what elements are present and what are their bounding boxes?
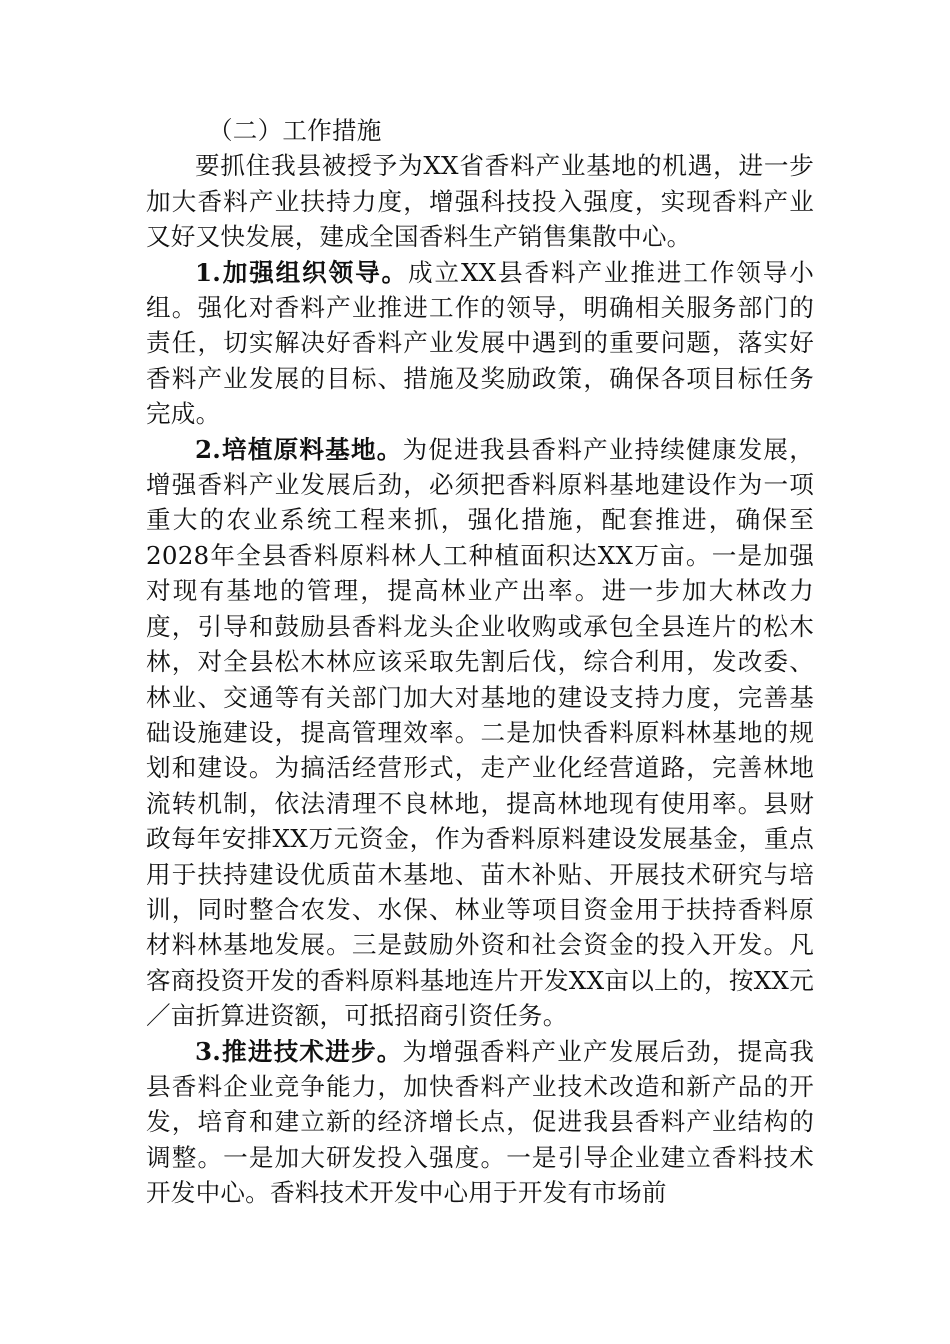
item-lead-1: 1.加强组织领导。 xyxy=(195,257,409,287)
item-text-3: 为增强香料产业产发展后劲，提高我县香料企业竞争能力，加快香料产业技术改造和新产品的开发，培育和建立新的经济增长点，促进我县香料产业结构的调整。一是加大研发投入强度。一是引导企业建立香料技术开发中心。香料技术开发中心用于开发有市场前 xyxy=(146,1036,814,1208)
item-lead-2: 2.培植原料基地。 xyxy=(195,434,403,464)
document-body xyxy=(146,113,814,1211)
item-text-2: 为促进我县香料产业持续健康发展，增强香料产业发展后劲，必须把香料原料基地建设作为一项重大的农业系统工程来抓，强化措施，配套推进，确保至2028年全县香料原料林人工种植面积达XX万亩。一是加强对现有基地的管理，提高林业产出率。进一步加大林改力度，引导和鼓励县香料龙头企业收购或承包全县连片的松木林，对全县松木林应该采取先割后伐，综合利用，发改委、林业、交通等有关部门加大对基地的建设支持力度，完善基础设施建设，提高管理效率。二是加快香料原料林基地的规划和建设。为搞活经营形式，走产业化经营道路，完善林地流转机制，依法清理不良林地，提高林地现有使用率。县财政每年安排XX万元资金，作为香料原料建设发展基金，重点用于扶持建设优质苗木基地、苗木补贴、开展技术研究与培训，同时整合农发、水保、林业等项目资金用于扶持香料原材料林基地发展。三是鼓励外资和社会资金的投入开发。凡客商投资开发的香料原料基地连片开发XX亩以上的，按XX元／亩折算进资额，可抵招商引资任务。 xyxy=(146,434,814,1031)
intro-paragraph: 要抓住我县被授予为XX省香料产业基地的机遇，进一步加大香料产业扶持力度，增强科技投入强度，实现香料产业又好又快发展，建成全国香料生产销售集散中心。 xyxy=(146,151,814,252)
item-text-1: 成立XX县香料产业推进工作领导小组。强化对香料产业推进工作的领导，明确相关服务部门的责任，切实解决好香料产业发展中遇到的重要问题，落实好香料产业发展的目标、措施及奖励政策，确保各项目标任务完成。 xyxy=(146,257,814,429)
item-paragraph-1 xyxy=(146,255,814,432)
section-heading: （二）工作措施 xyxy=(208,116,382,145)
item-paragraph-3 xyxy=(146,1034,814,1211)
item-lead-3: 3.推进技术进步。 xyxy=(195,1036,403,1066)
item-paragraph-2 xyxy=(146,432,814,1034)
